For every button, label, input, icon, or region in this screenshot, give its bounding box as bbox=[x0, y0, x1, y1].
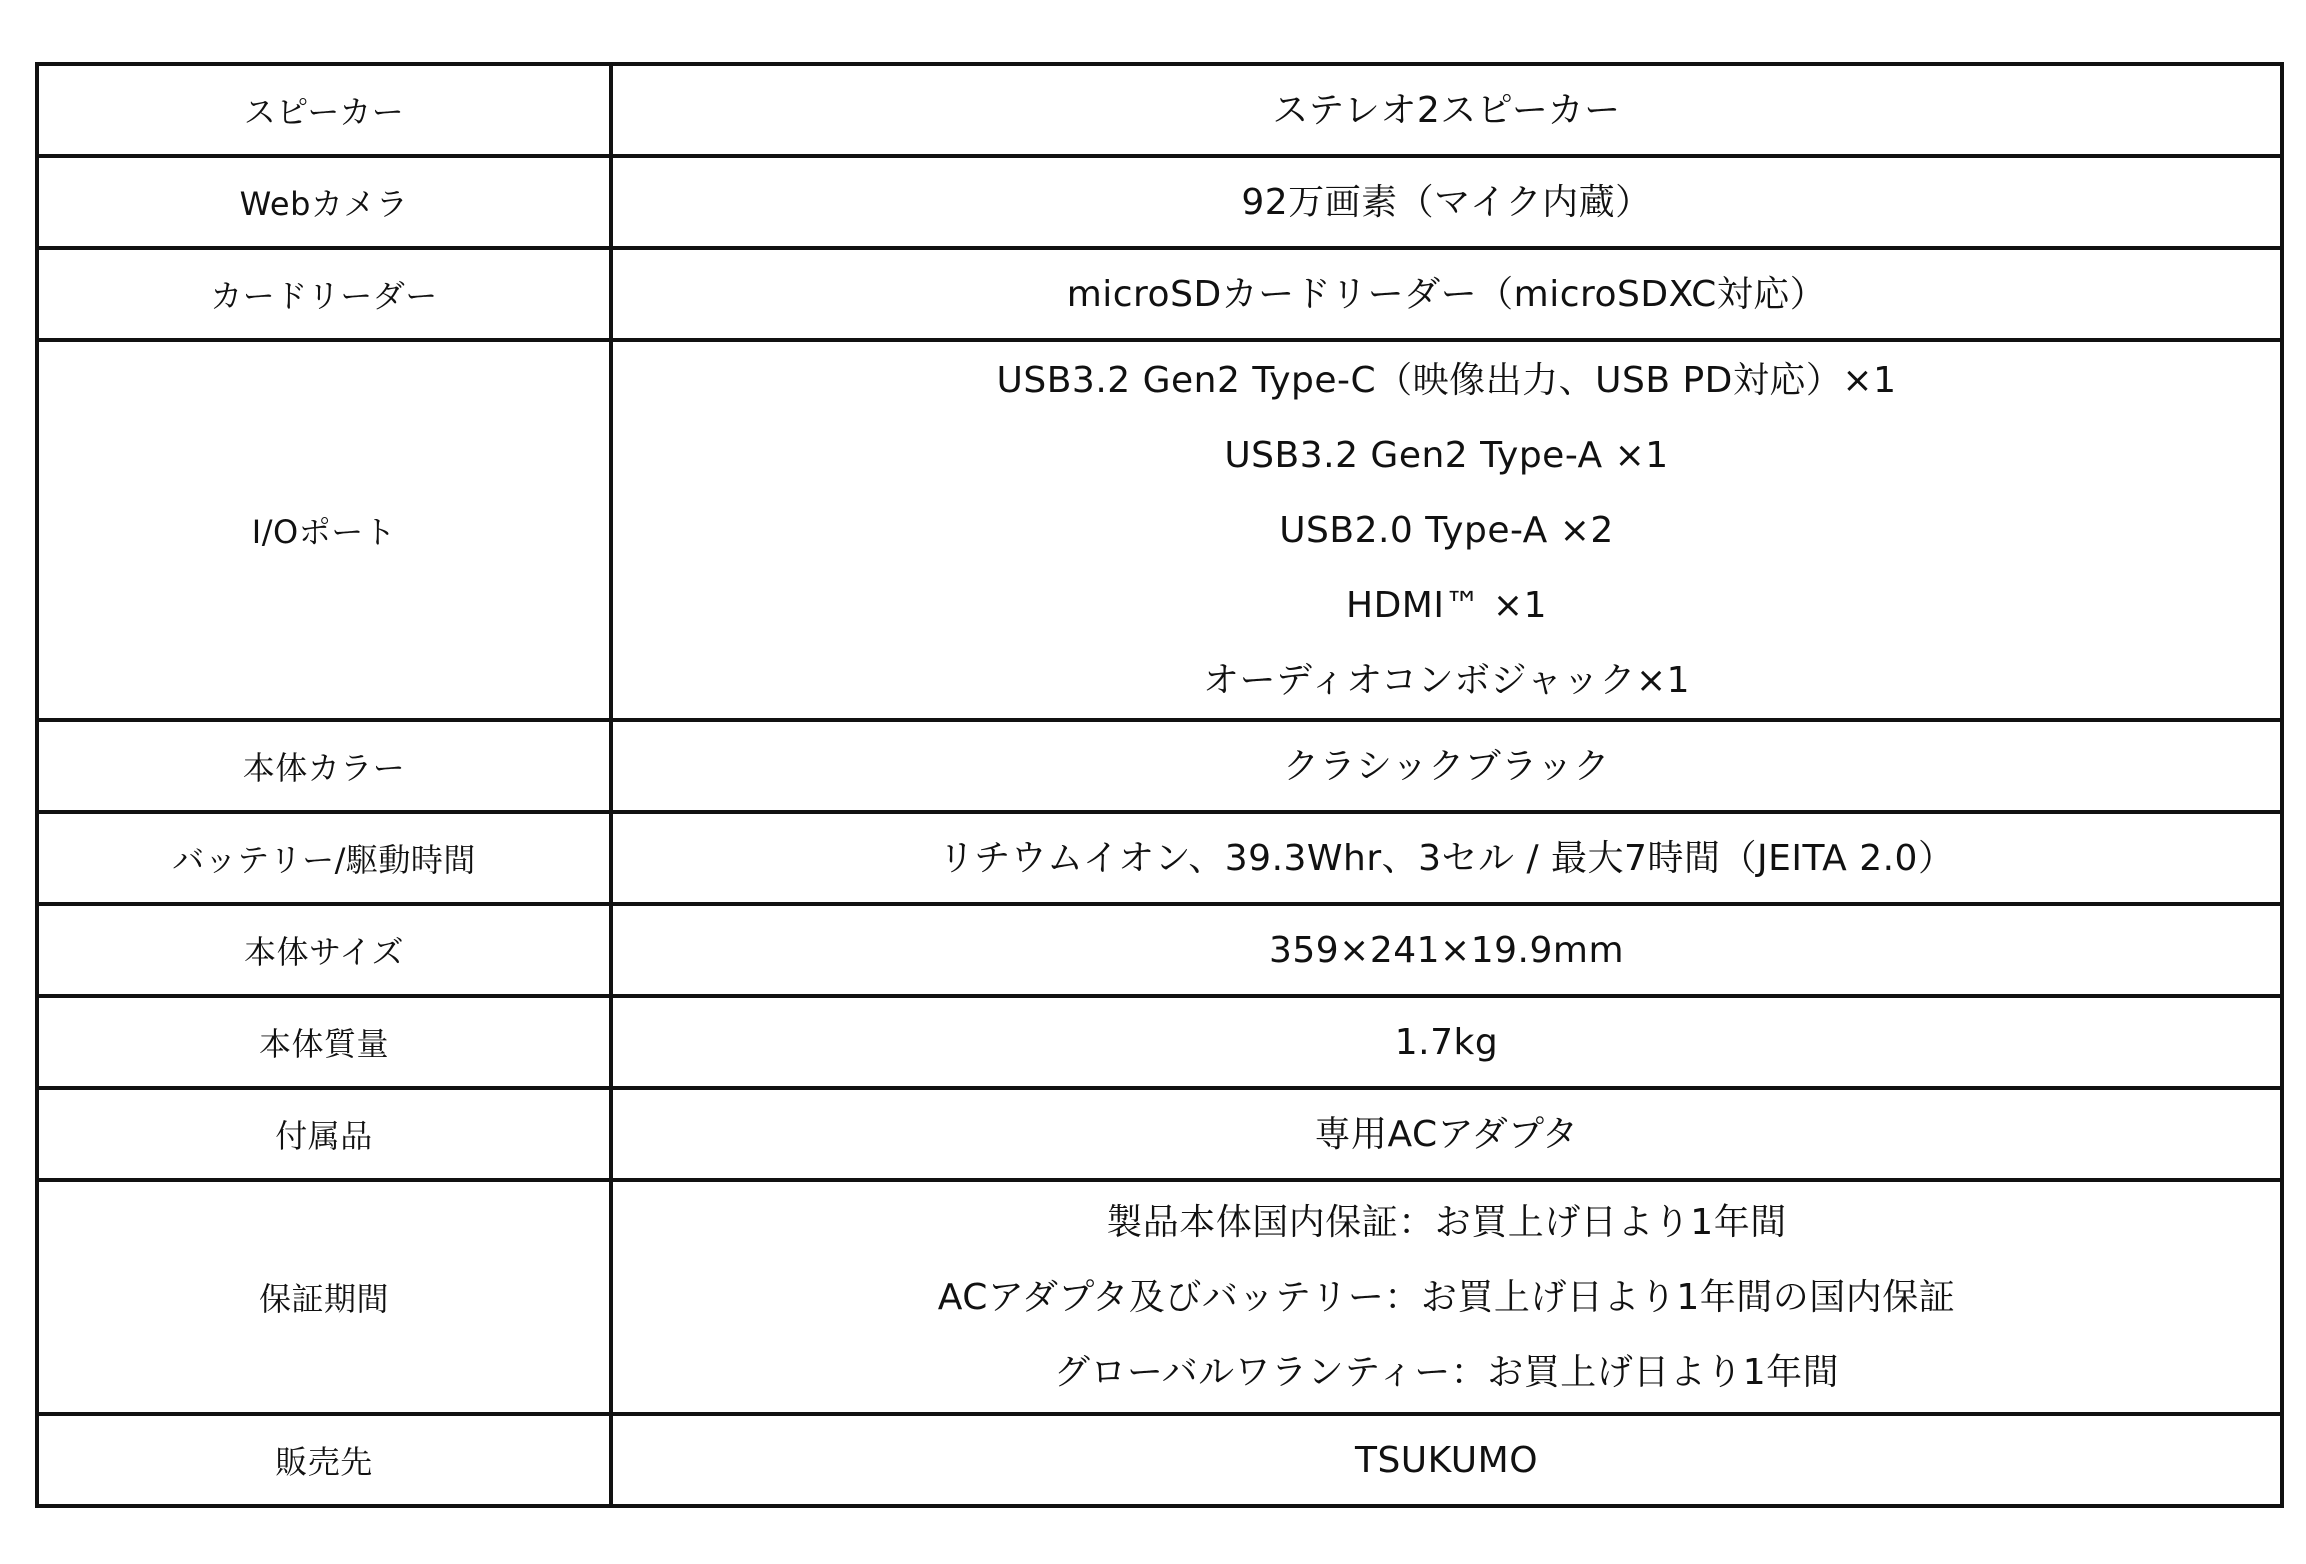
table-row bbox=[37, 248, 2282, 340]
spec-value-line: microSDカードリーダー（microSDXC対応） bbox=[1066, 273, 1827, 315]
spec-value bbox=[611, 1088, 2282, 1180]
spec-value-line: ステレオ2スピーカー bbox=[1272, 89, 1621, 131]
spec-label: 保証期間 bbox=[37, 1180, 611, 1414]
spec-table bbox=[35, 62, 2284, 1508]
table-row bbox=[37, 1180, 2282, 1414]
spec-label: I/Oポート bbox=[37, 340, 611, 720]
spec-label: 本体質量 bbox=[37, 996, 611, 1088]
spec-value-line: 製品本体国内保証：お買上げ日より1年間 bbox=[1106, 1201, 1787, 1243]
table-row bbox=[37, 904, 2282, 996]
table-row bbox=[37, 64, 2282, 156]
spec-value-line: USB3.2 Gen2 Type-C（映像出力、USB PD対応）×1 bbox=[996, 359, 1897, 401]
spec-value-line: クラシックブラック bbox=[1282, 745, 1611, 787]
table-row bbox=[37, 996, 2282, 1088]
spec-value bbox=[611, 248, 2282, 340]
spec-value-line: USB3.2 Gen2 Type-A ×1 bbox=[1224, 434, 1669, 476]
spec-value-line: TSUKUMO bbox=[1354, 1439, 1539, 1481]
table-row bbox=[37, 1414, 2282, 1506]
spec-value-line: オーディオコンボジャック×1 bbox=[1202, 659, 1691, 701]
spec-value bbox=[611, 1180, 2282, 1414]
spec-value bbox=[611, 720, 2282, 812]
spec-value-line: 1.7kg bbox=[1394, 1021, 1499, 1063]
spec-value bbox=[611, 1414, 2282, 1506]
spec-value-line: ACアダプタ及びバッテリー：お買上げ日より1年間の国内保証 bbox=[937, 1276, 1956, 1318]
table-row bbox=[37, 812, 2282, 904]
spec-value-line: リチウムイオン、39.3Whr、3セル / 最大7時間（JEITA 2.0） bbox=[938, 837, 1955, 879]
table-row bbox=[37, 340, 2282, 720]
spec-value-line: 359×241×19.9mm bbox=[1268, 929, 1625, 971]
spec-value-line: グローバルワランティー：お買上げ日より1年間 bbox=[1053, 1351, 1840, 1393]
spec-label: バッテリー/駆動時間 bbox=[37, 812, 611, 904]
spec-label: 本体サイズ bbox=[37, 904, 611, 996]
spec-value-line: HDMI™ ×1 bbox=[1346, 584, 1547, 626]
spec-label: カードリーダー bbox=[37, 248, 611, 340]
spec-label: スピーカー bbox=[37, 64, 611, 156]
spec-value bbox=[611, 156, 2282, 248]
table-row bbox=[37, 720, 2282, 812]
spec-label: 本体カラー bbox=[37, 720, 611, 812]
spec-value bbox=[611, 340, 2282, 720]
spec-value-line: 92万画素（マイク内蔵） bbox=[1241, 181, 1652, 223]
spec-label: 販売先 bbox=[37, 1414, 611, 1506]
spec-label: 付属品 bbox=[37, 1088, 611, 1180]
spec-value-line: 専用ACアダプタ bbox=[1314, 1113, 1579, 1155]
table-row bbox=[37, 156, 2282, 248]
spec-label: Webカメラ bbox=[37, 156, 611, 248]
spec-value bbox=[611, 64, 2282, 156]
spec-value bbox=[611, 996, 2282, 1088]
table-row bbox=[37, 1088, 2282, 1180]
spec-value bbox=[611, 904, 2282, 996]
spec-value bbox=[611, 812, 2282, 904]
spec-value-line: USB2.0 Type-A ×2 bbox=[1279, 509, 1614, 551]
